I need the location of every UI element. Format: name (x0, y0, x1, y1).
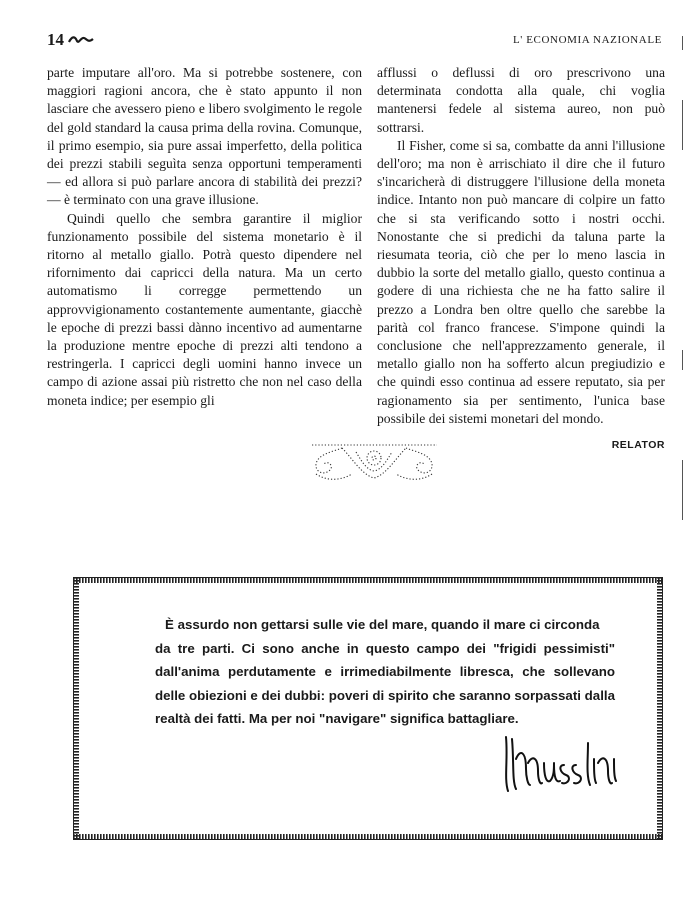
journal-title: L' ECONOMIA NAZIONALE (512, 34, 662, 46)
page-edge-line (682, 460, 683, 520)
article-paragraph: afflussi o deflussi di oro prescrivono una determinata condotta alla quale, chi voglia mantenersi fedele al sistema aureo, non può sottrarsi. (377, 65, 665, 135)
article-right-column (377, 64, 665, 454)
handwritten-signature-icon (498, 729, 618, 801)
article-author: RELATOR (611, 439, 665, 452)
page-edge-line (682, 350, 683, 370)
dotted-scroll-ornament-icon (312, 440, 437, 485)
page-header-left (47, 30, 94, 50)
quote-box (73, 577, 663, 840)
page-edge-line (682, 36, 683, 50)
page-number: 14 (47, 30, 64, 49)
quote-text (155, 613, 615, 731)
quote-body: da tre parti. Ci sono anche in questo campo dei "frigidi pessimisti" dall'anima perdutamente e irrimediabilmente libresca, che sollevano delle obiezioni e dei dubbi: poveri di spirito che saranno sorpassati dalla realtà dei fatti. Ma per noi "navigare" significa battagliare. (155, 640, 615, 726)
article-left-column (47, 64, 362, 410)
page-edge-line (682, 100, 683, 150)
article-paragraph: Il Fisher, come si sa, combatte da anni l'illusione dell'oro; ma non è arrischiato il dire che il futuro s'incaricherà di distruggere l'illusione della moneta indice. Intanto non può mancare di colpire un fatto che si sta verificando sotto i nostri occhi. Nonostante che si predichi da taluna parte la riesumata teoria, ciò che per lo meno lascia in dubbio la sorte del metallo giallo, questo continua a godere di una richiesta che ne ha fatto salire il prezzo a Londra ben oltre quello che sarebbe la parità col franco francese. S'impone quindi la conclusione che nell'apprezzamento generale, il metallo giallo non ha sofferto alcun pregiudizio e che quindi esso continua ad essere reputato, sia per ragionamento sia per sentimento, l'unica base possibile dei sistemi monetari del mondo. (377, 137, 665, 426)
quote-first-line: È assurdo non gettarsi sulle vie del mare, quando il mare ci circonda (165, 617, 600, 632)
article-paragraph: parte imputare all'oro. Ma si potrebbe sostenere, con maggiori ragioni ancora, che è stato appunto il non lasciare che avessero pieno e libero svolgimento le regole del gold standard la causa prima della rovina. Comunque, il primo esempio, sia pure assai imperfetto, della politica dei prezzi stabili seguìta senza opportuni temperamenti — ed allora si può parlare ancora di stabilità dei prezzi? — è terminato con una grave illusione. (47, 65, 362, 208)
decorative-swash-icon (68, 30, 94, 50)
article-paragraph: Quindi quello che sembra garantire il miglior funzionamento possibile del sistema monetario è il ritorno al metallo giallo. Potrà questo dipendere nel rifornimento dai capricci della natura. Ma un certo automatismo li corregge permettendo un approvvigionamento costantemente aumentante, giacchè le epoche di prezzi bassi dànno incentivo ad aumentarne la produzione mentre epoche di prezzi alti tendono a restringerla. I capricci degli uomini hanno invece un campo di azione assai più ristretto che non nel caso della moneta indice; per esempio gli (47, 210, 362, 408)
